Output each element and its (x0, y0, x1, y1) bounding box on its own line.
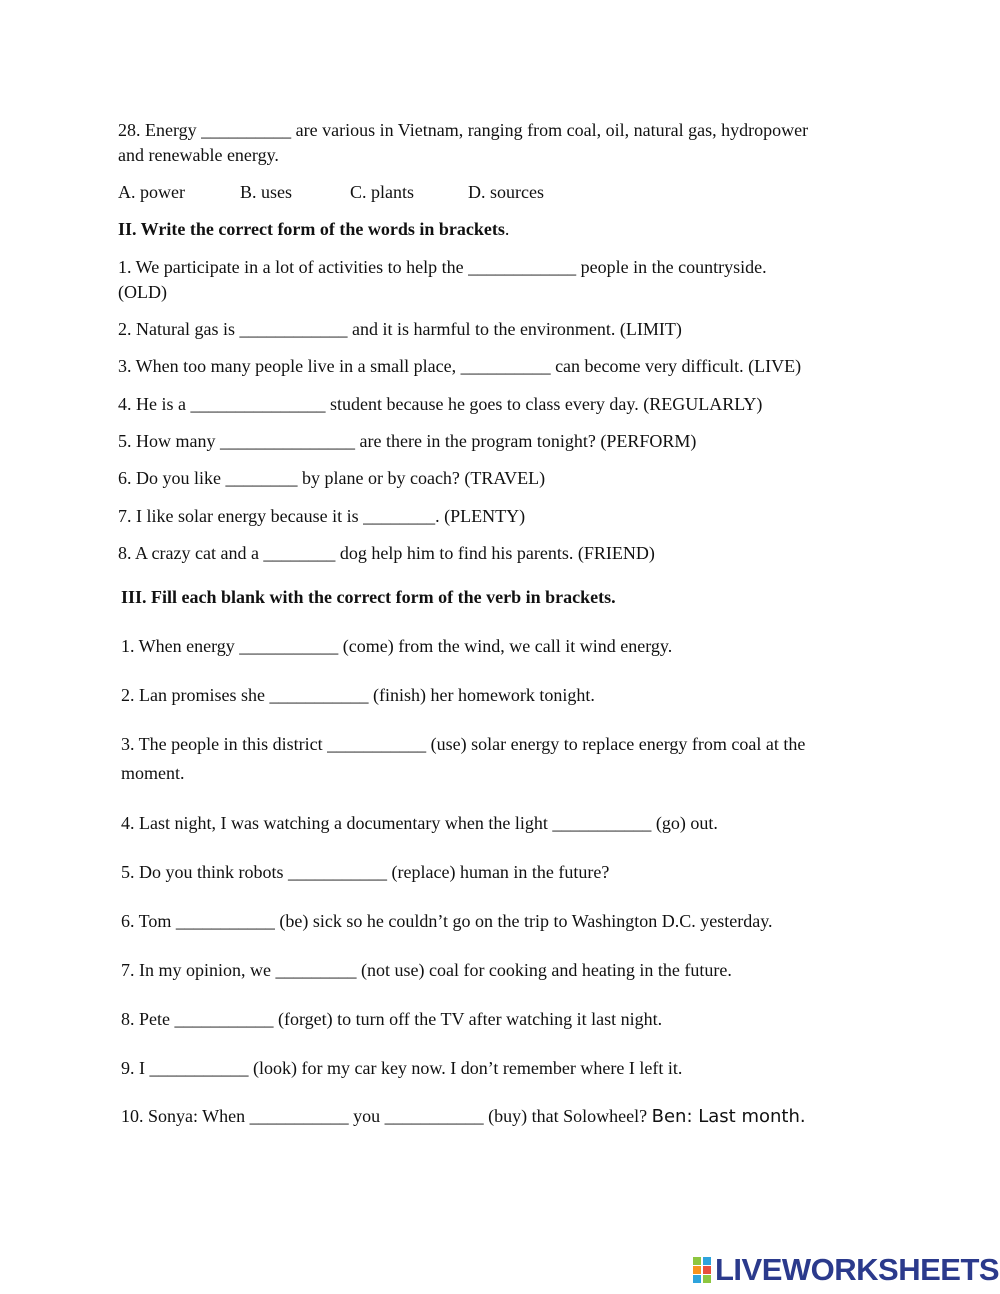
question-28-options (118, 180, 544, 204)
liveworksheets-logo (693, 1254, 999, 1286)
logo-text: LIVEWORKSHEETS (715, 1252, 1000, 1287)
s3-item-7: 7. In my opinion, we _________ (not use) coal for cooking and heating in the future. (121, 960, 732, 980)
s3-item-4: 4. Last night, I was watching a documentary when the light ___________ (go) out. (121, 813, 718, 833)
section-2-heading-punct: . (504, 219, 510, 239)
option-c[interactable]: C. plants (350, 182, 415, 202)
s2-item-5: 5. How many _______________ are there in the program tonight? (PERFORM) (118, 431, 697, 451)
s3-item-8: 8. Pete ___________ (forget) to turn off the TV after watching it last night. (121, 1009, 663, 1029)
s3-item-3-line-2: moment. (121, 763, 185, 783)
option-b[interactable]: B. uses (240, 182, 293, 202)
s2-item-4: 4. He is a _______________ student because he goes to class every day. (REGULARLY) (118, 394, 763, 414)
s2-item-2: 2. Natural gas is ____________ and it is harmful to the environment. (LIMIT) (118, 319, 682, 339)
s3-item-5: 5. Do you think robots ___________ (replace) human in the future? (121, 862, 610, 882)
s3-item-2: 2. Lan promises she ___________ (finish) her homework tonight. (121, 685, 595, 705)
s3-item-10-answer: Ben: Last month. (651, 1106, 806, 1127)
logo-mark-icon (693, 1257, 713, 1283)
option-d[interactable]: D. sources (468, 182, 544, 202)
s2-item-8: 8. A crazy cat and a ________ dog help him to find his parents. (FRIEND) (118, 543, 655, 563)
s2-item-1-line-1: 1. We participate in a lot of activities to help the ____________ people in the countryside. (118, 257, 767, 277)
option-a[interactable]: A. power (118, 182, 185, 202)
s3-item-10 (121, 1104, 806, 1129)
s3-item-6: 6. Tom ___________ (be) sick so he couldn’t go on the trip to Washington D.C. yesterday. (121, 911, 773, 931)
s2-item-7: 7. I like solar energy because it is ________. (PLENTY) (118, 506, 526, 526)
s2-item-3: 3. When too many people live in a small place, __________ can become very difficult. (LIVE) (118, 356, 802, 376)
s3-item-3-line-1: 3. The people in this district ___________ (use) solar energy to replace energy from coal at the (121, 734, 806, 754)
s2-item-1-line-2: (OLD) (118, 282, 167, 302)
question-28-line-1: 28. Energy __________ are various in Vietnam, ranging from coal, oil, natural gas, hydropower (118, 120, 809, 140)
question-28-line-2: and renewable energy. (118, 145, 279, 165)
section-2-heading-text: II. Write the correct form of the words in brackets (118, 219, 505, 239)
s3-item-1: 1. When energy ___________ (come) from the wind, we call it wind energy. (121, 636, 673, 656)
s3-item-10-question: 10. Sonya: When ___________ you ___________ (buy) that Solowheel? (121, 1106, 648, 1126)
s3-item-9: 9. I ___________ (look) for my car key now. I don’t remember where I left it. (121, 1058, 683, 1078)
section-2-heading (118, 217, 509, 241)
s2-item-6: 6. Do you like ________ by plane or by coach? (TRAVEL) (118, 468, 546, 488)
section-3-heading: III. Fill each blank with the correct form of the verb in brackets. (121, 587, 616, 607)
